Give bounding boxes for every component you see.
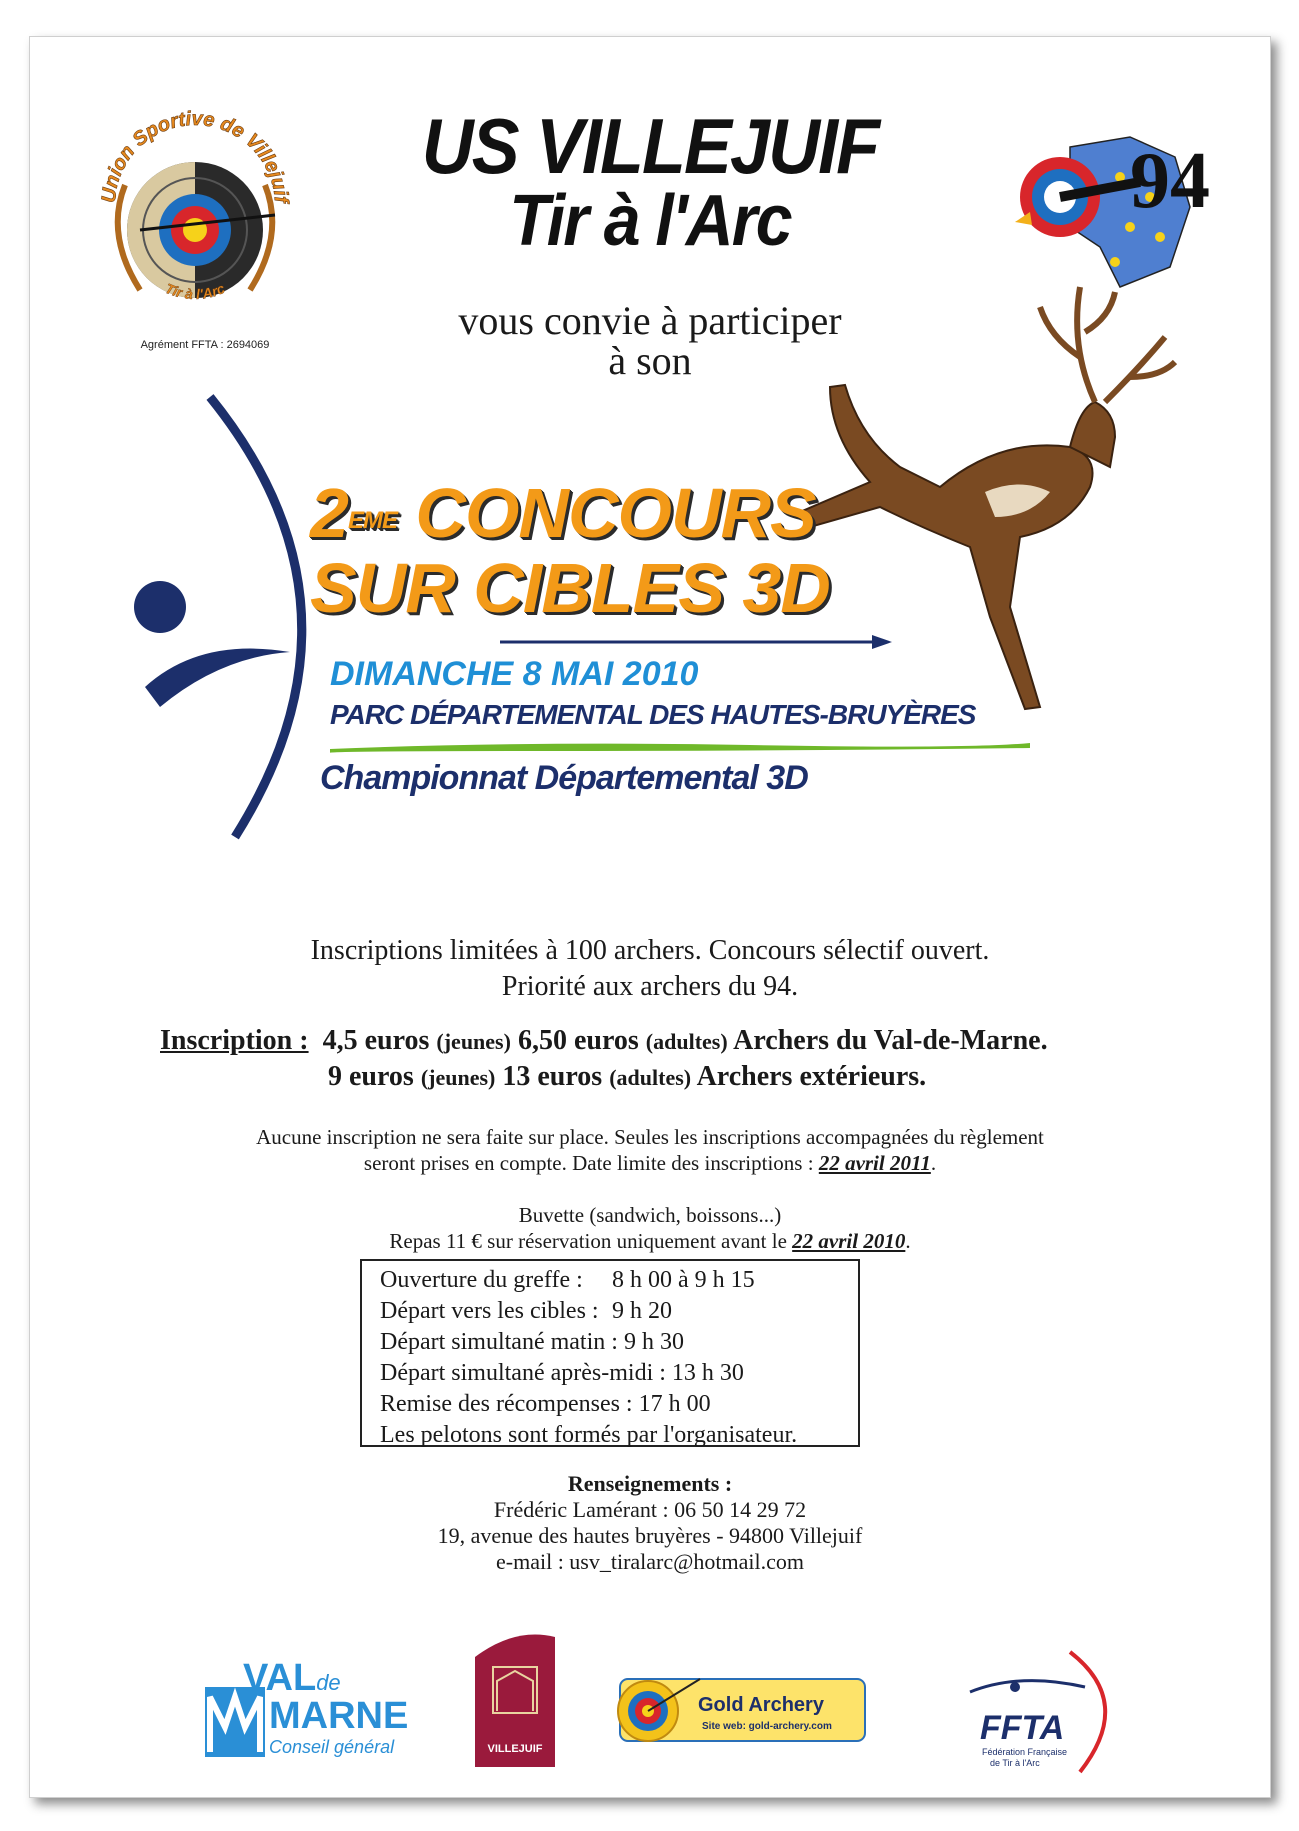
- repas-line: [30, 1229, 1270, 1254]
- fee-adult-label: (adultes): [645, 1029, 728, 1054]
- notice-line-1: Aucune inscription ne sera faite sur place. Seules les inscriptions accompagnées du règlement: [256, 1125, 1044, 1149]
- event-title-word: CONCOURS: [415, 474, 816, 552]
- department-logo: [1000, 97, 1230, 297]
- fee-group-exterieurs: Archers extérieurs.: [696, 1061, 927, 1092]
- club-logo-emblem: [85, 95, 305, 335]
- invite-line-2: à son: [608, 338, 692, 383]
- fees-row-2: [328, 1061, 1228, 1093]
- sponsor-ffta: [960, 1647, 1130, 1777]
- fees-label: Inscription :: [160, 1025, 309, 1056]
- club-logo-bottom-text: Tir à l'Arc: [162, 279, 228, 303]
- schedule-row: [380, 1296, 858, 1327]
- repas-suffix: .: [905, 1229, 911, 1253]
- sponsor-villejuif: [475, 1627, 555, 1767]
- club-subtitle: Tir à l'Arc: [509, 181, 791, 261]
- schedule-time: 9 h 20: [612, 1298, 672, 1324]
- schedule-label: Les pelotons sont formés par l'organisateur.: [380, 1422, 798, 1448]
- buvette-line: Buvette (sandwich, boissons...): [518, 1203, 782, 1227]
- fee-young-label: (jeunes): [436, 1029, 511, 1054]
- event-date: DIMANCHE 8 MAI 2010: [330, 655, 699, 693]
- fee-young-val-de-marne: 4,5 euros: [322, 1025, 430, 1056]
- gold-archery-name: Gold Archery: [698, 1694, 824, 1716]
- department-number: 94: [1130, 137, 1210, 225]
- invite-line-1: vous convie à participer: [458, 298, 842, 343]
- club-logo: [85, 95, 305, 351]
- green-underline: [330, 737, 1030, 757]
- schedule-label: Remise des récompenses : 17 h 00: [380, 1391, 711, 1417]
- notice-line-2: [30, 1151, 1270, 1176]
- event-venue: PARC DÉPARTEMENTAL DES HAUTES-BRUYÈRES: [330, 699, 976, 730]
- ffta-sub-1: Fédération Française: [982, 1747, 1068, 1757]
- registration-deadline: 22 avril 2011: [818, 1151, 931, 1175]
- event-championship: Championnat Départemental 3D: [320, 759, 808, 797]
- schedule-row: [380, 1358, 858, 1389]
- fees-row-1: [160, 1025, 1260, 1057]
- contact-email[interactable]: e-mail : usv_tiralarc@hotmail.com: [496, 1549, 804, 1574]
- event-title-line-1: [310, 474, 830, 552]
- club-logo-arc-text: Union Sportive de Villejuif: [97, 107, 293, 204]
- villejuif-crest-icon: [475, 1627, 555, 1767]
- contact-person: Frédéric Lamérant : 06 50 14 29 72: [493, 1497, 807, 1522]
- fee-young-exterieurs: 9 euros: [328, 1061, 414, 1092]
- fee-adult-exterieurs: 13 euros: [502, 1061, 603, 1092]
- schedule-time: 8 h 00 à 9 h 15: [612, 1267, 755, 1293]
- agrement-ffta: Agrément FFTA : 2694069: [140, 339, 270, 351]
- club-title: US VILLEJUIF: [421, 102, 879, 190]
- fee-group-val-de-marne: Archers du Val-de-Marne.: [733, 1025, 1048, 1056]
- fee-adult-val-de-marne: 6,50 euros: [517, 1025, 639, 1056]
- fee-adult-label: (adultes): [609, 1065, 692, 1090]
- schedule-row: [380, 1420, 858, 1451]
- sponsor-gold-archery: [610, 1669, 870, 1749]
- repas-deadline: 22 avril 2010: [792, 1229, 906, 1253]
- gold-archery-site: Site web: gold-archery.com: [702, 1721, 832, 1732]
- schedule-row: [380, 1265, 858, 1296]
- contact-address: 19, avenue des hautes bruyères - 94800 Villejuif: [437, 1523, 863, 1548]
- arrow-icon: [500, 632, 900, 652]
- sponsor-val-de-marne: [205, 1657, 415, 1767]
- val-de-marne-val-text: VAL: [243, 1657, 317, 1699]
- schedule-label: Départ simultané après-midi : 13 h 30: [380, 1360, 744, 1386]
- ffta-sub-2: de Tir à l'Arc: [990, 1758, 1040, 1768]
- limit-line-1: Inscriptions limitées à 100 archers. Concours sélectif ouvert.: [310, 935, 990, 966]
- limit-line-2: Priorité aux archers du 94.: [501, 971, 799, 1002]
- val-de-marne-marne: MARNE: [269, 1695, 409, 1737]
- val-de-marne-val: [243, 1657, 341, 1700]
- schedule-label: Départ vers les cibles :: [380, 1298, 599, 1324]
- contact-heading: Renseignements :: [567, 1471, 733, 1496]
- event-title-line-2: SUR CIBLES 3D: [310, 549, 830, 627]
- schedule-row: [380, 1327, 858, 1358]
- val-de-marne-sub: Conseil général: [269, 1737, 395, 1757]
- repas-prefix: Repas 11 € sur réservation uniquement avant le: [389, 1229, 793, 1253]
- event-ordinal-suffix: EME: [347, 507, 397, 534]
- notice-line-2-prefix: seront prises en compte. Date limite des inscriptions :: [363, 1151, 819, 1175]
- schedule-row: [380, 1389, 858, 1420]
- department-map-icon: [1000, 97, 1230, 297]
- ffta-name: FFTA: [980, 1709, 1065, 1747]
- gold-archery-logo: [610, 1669, 870, 1749]
- event-ordinal-number: 2: [310, 474, 348, 552]
- fee-young-label: (jeunes): [420, 1065, 496, 1090]
- val-de-marne-de-text: de: [316, 1670, 341, 1695]
- schedule-label: Départ simultané matin : 9 h 30: [380, 1329, 684, 1355]
- schedule-box: [360, 1259, 860, 1447]
- schedule-label: Ouverture du greffe :: [380, 1267, 583, 1293]
- villejuif-text: VILLEJUIF: [487, 1743, 543, 1755]
- ffta-logo: [960, 1647, 1130, 1777]
- poster-sheet: [29, 36, 1271, 1798]
- notice-line-2-suffix: .: [930, 1151, 937, 1175]
